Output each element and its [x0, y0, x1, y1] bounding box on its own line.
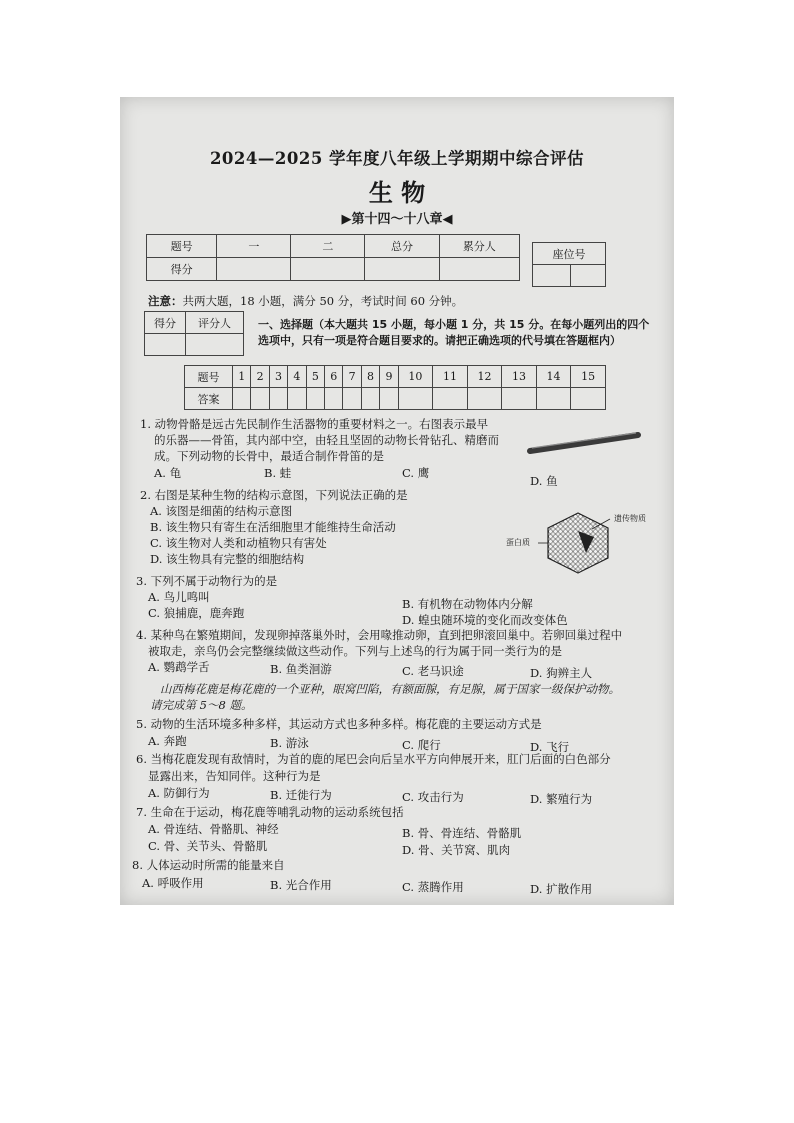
question-4-stem-line: 被取走，亲鸟仍会完整继续做这些动作。下列与上述鸟的行为属于同一类行为的是	[148, 644, 562, 658]
question-7-option-c: C. 骨、关节头、骨骼肌	[148, 839, 268, 853]
question-number: 3	[269, 366, 287, 388]
section-score-label: 得分	[145, 312, 186, 334]
question-4-option-c: C. 老马识途	[402, 664, 464, 678]
question-8-option-d: D. 扩散作用	[530, 882, 593, 896]
question-5-option-d: D. 飞行	[530, 740, 570, 754]
question-8-option-a: A. 呼吸作用	[142, 876, 204, 890]
question-number: 11	[433, 366, 468, 388]
score-table-header: 题号	[147, 235, 217, 258]
passage-intro-line: 请完成第 5～8 题。	[150, 698, 253, 712]
question-1-stem-line: 的乐器——骨笛，其内部中空，由轻且坚固的动物长骨钻孔、精磨而	[154, 433, 499, 447]
answer-cell[interactable]	[380, 388, 398, 410]
question-2-option-a: A. 该图是细菌的结构示意图	[150, 504, 293, 518]
section-score-cell[interactable]	[145, 334, 186, 356]
question-3-option-b: B. 有机物在动物体内分解	[402, 597, 533, 611]
answer-cell[interactable]	[306, 388, 324, 410]
answer-cell[interactable]	[251, 388, 269, 410]
question-4-option-a: A. 鹦鹉学舌	[148, 660, 210, 674]
answer-cell[interactable]	[398, 388, 433, 410]
score-table-header: 总分	[365, 235, 439, 258]
question-2-stem: 2. 右图是某种生物的结构示意图，下列说法正确的是	[140, 488, 408, 502]
question-6-stem-line: 6. 当梅花鹿发现有敌情时，为首的鹿的尾巴会向后呈水平方向伸展开来，肛门后面的白色部分	[136, 752, 611, 766]
answer-cell[interactable]	[233, 388, 251, 410]
question-number: 13	[502, 366, 537, 388]
question-2-option-c: C. 该生物对人类和动植物只有害处	[150, 536, 327, 550]
answer-cell[interactable]	[502, 388, 537, 410]
question-2-option-b: B. 该生物只有寄生在活细胞里才能维持生命活动	[150, 520, 396, 534]
answer-cell[interactable]	[536, 388, 571, 410]
question-7-option-d: D. 骨、关节窝、肌肉	[402, 843, 511, 857]
question-4-option-b: B. 鱼类洄游	[270, 662, 332, 676]
question-4-option-d: D. 狗辨主人	[530, 666, 593, 680]
question-1-option-d: D. 鱼	[530, 474, 558, 488]
question-6-stem-line: 显露出来，告知同伴。这种行为是	[148, 769, 321, 783]
question-7-option-a: A. 骨连结、骨骼肌、神经	[148, 822, 279, 836]
question-3-stem: 3. 下列不属于动物行为的是	[136, 574, 278, 588]
question-6-option-d: D. 繁殖行为	[530, 792, 593, 806]
question-3-option-d: D. 蝗虫随环境的变化而改变体色	[402, 613, 568, 627]
score-cell[interactable]	[439, 258, 519, 281]
section-instruction: 一、选择题（本大题共 15 小题，每小题 1 分，共 15 分。在每小题列出的四个选项中，只有一项是符合题目要求的。请把正确选项的代号填在答题框内）	[258, 318, 650, 347]
question-number: 2	[251, 366, 269, 388]
exam-note	[148, 293, 463, 309]
answer-table-header-label: 题号	[185, 366, 233, 388]
question-number: 15	[571, 366, 606, 388]
seat-number-cell[interactable]	[533, 265, 571, 287]
question-number: 6	[325, 366, 343, 388]
score-table-header: 二	[291, 235, 365, 258]
seat-number-cell[interactable]	[571, 265, 606, 287]
score-row-label: 得分	[147, 258, 217, 281]
bone-flute-illustration	[526, 427, 644, 457]
question-6-option-c: C. 攻击行为	[402, 790, 464, 804]
question-1-option-c: C. 鹰	[402, 466, 430, 480]
answer-cell[interactable]	[433, 388, 468, 410]
question-3-option-c: C. 狼捕鹿，鹿奔跑	[148, 606, 245, 620]
question-7-stem: 7. 生命在于运动，梅花鹿等哺乳动物的运动系统包括	[136, 805, 404, 819]
exam-paper	[120, 97, 674, 905]
exam-title: 2024—2025 学年度八年级上学期期中综合评估	[209, 149, 585, 168]
question-number: 1	[233, 366, 251, 388]
passage-intro-line: 山西梅花鹿是梅花鹿的一个亚种，眼窝凹陷，有额面腺，有足腺，属于国家一级保护动物。	[160, 682, 620, 696]
section-grader-cell[interactable]	[186, 334, 244, 356]
score-cell[interactable]	[365, 258, 439, 281]
question-number: 10	[398, 366, 433, 388]
answer-cell[interactable]	[269, 388, 287, 410]
chapter-range: ▶第十四～十八章◀	[341, 212, 453, 227]
question-8-stem: 8. 人体运动时所需的能量来自	[132, 858, 285, 872]
question-number: 8	[361, 366, 379, 388]
question-3-option-a: A. 鸟儿鸣叫	[148, 590, 210, 604]
note-label: 注意：	[148, 294, 183, 308]
score-table-header: 累分人	[439, 235, 519, 258]
question-7-option-b: B. 骨、骨连结、骨骼肌	[402, 826, 522, 840]
subject-title: 生 物	[368, 178, 426, 207]
section-grader-label: 评分人	[186, 312, 244, 334]
question-5-option-b: B. 游泳	[270, 736, 309, 750]
question-1-option-a: A. 龟	[154, 466, 182, 480]
note-text: 共两大题，18 小题，满分 50 分，考试时间 60 分钟。	[182, 294, 464, 308]
question-5-option-c: C. 爬行	[402, 738, 441, 752]
question-6-option-b: B. 迁徙行为	[270, 788, 332, 802]
answer-cell[interactable]	[571, 388, 606, 410]
question-number: 4	[288, 366, 306, 388]
question-1-stem-line: 成。下列动物的长骨中，最适合制作骨笛的是	[154, 449, 384, 463]
score-table-header: 一	[217, 235, 291, 258]
question-1-option-b: B. 蛙	[264, 466, 292, 480]
section-score-box	[144, 311, 244, 356]
score-table	[146, 234, 520, 281]
question-number: 7	[343, 366, 361, 388]
question-number: 12	[467, 366, 502, 388]
virus-structure-diagram	[538, 509, 618, 577]
question-2-option-d: D. 该生物具有完整的细胞结构	[150, 552, 305, 566]
question-number: 14	[536, 366, 571, 388]
answer-row-label: 答案	[185, 388, 233, 410]
question-4-stem-line: 4. 某种鸟在繁殖期间，发现卵掉落巢外时，会用喙推动卵，直到把卵滚回巢中。若卵回巢过程中	[136, 628, 623, 642]
question-1-stem-line: 1. 动物骨骼是远古先民制作生活器物的重要材料之一。右图表示最早	[140, 417, 489, 431]
answer-cell[interactable]	[288, 388, 306, 410]
answer-cell[interactable]	[343, 388, 361, 410]
seat-number-box	[532, 242, 606, 287]
figure-label-genetic-material: 遗传物质	[614, 514, 646, 523]
question-8-option-b: B. 光合作用	[270, 878, 332, 892]
score-cell[interactable]	[217, 258, 291, 281]
question-number: 9	[380, 366, 398, 388]
question-8-option-c: C. 蒸腾作用	[402, 880, 464, 894]
answer-table	[184, 365, 606, 410]
figure-label-protein: 蛋白质	[506, 538, 530, 547]
question-5-stem: 5. 动物的生活环境多种多样，其运动方式也多种多样。梅花鹿的主要运动方式是	[136, 717, 542, 731]
question-number: 5	[306, 366, 324, 388]
answer-cell[interactable]	[467, 388, 502, 410]
seat-number-label: 座位号	[533, 243, 606, 265]
question-5-option-a: A. 奔跑	[148, 734, 187, 748]
answer-cell[interactable]	[325, 388, 343, 410]
question-6-option-a: A. 防御行为	[148, 786, 210, 800]
answer-cell[interactable]	[361, 388, 379, 410]
score-cell[interactable]	[291, 258, 365, 281]
